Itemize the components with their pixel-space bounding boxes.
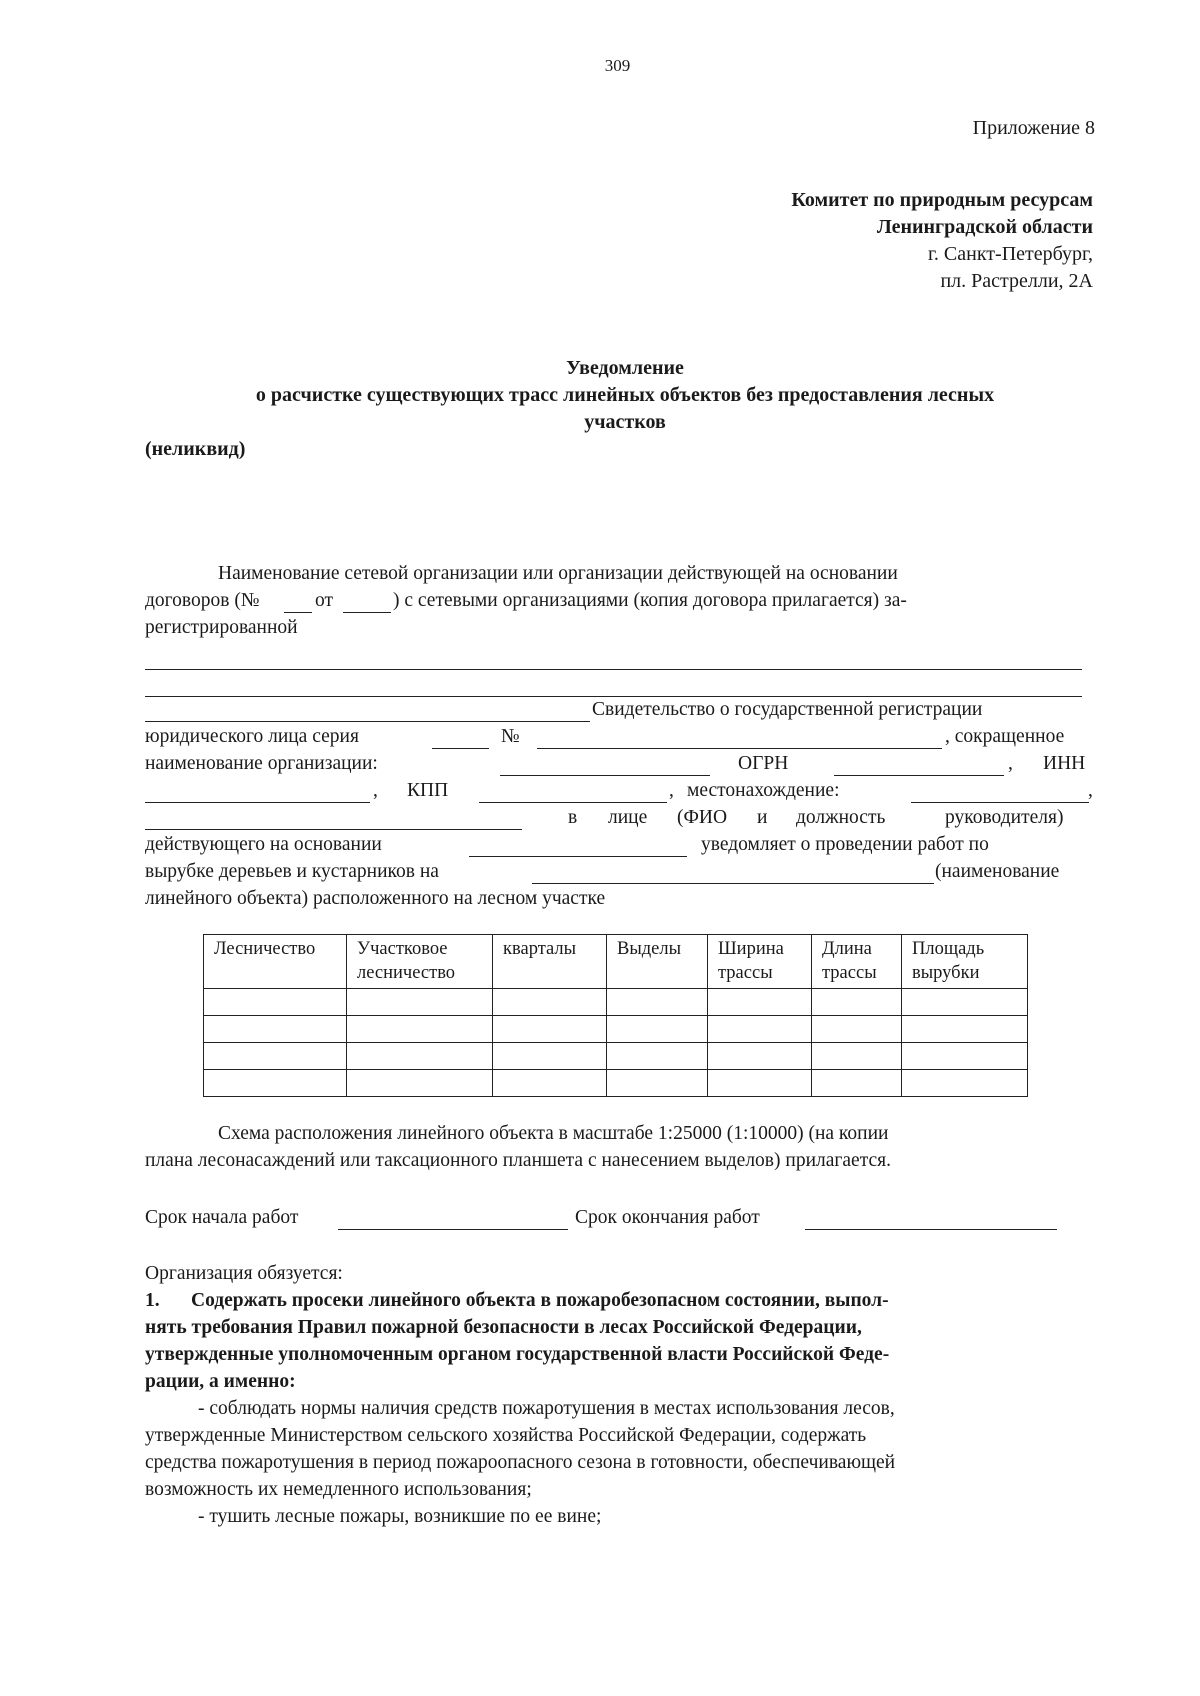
inn-label: ИНН — [1043, 753, 1086, 774]
table-cell[interactable] — [812, 1043, 902, 1070]
short-name-field[interactable] — [500, 755, 710, 776]
table-row — [204, 1016, 1028, 1043]
short-name-label: , сокращенное — [945, 726, 1065, 747]
title-line-2: о расчистке существующих трасс линейных объектов без предоставления лесных — [255, 384, 995, 406]
document-title — [145, 355, 1105, 463]
obligation-1-line-3 — [145, 1344, 1095, 1371]
ogrn-field[interactable] — [834, 755, 1004, 776]
scheme-text-2: плана лесонасаждений или таксационного планшета с нанесением выделов) прилагается. — [145, 1150, 891, 1171]
header-district-forestry: Участковое лесничество — [347, 935, 493, 989]
cert-text: Свидетельство о государственной регистрации — [592, 699, 983, 720]
notifies-label: уведомляет о проведении работ по — [701, 834, 989, 855]
addressee-org-line1: Комитет по природным ресурсам — [791, 189, 1093, 211]
header-route-length: Длина трассы — [812, 935, 902, 989]
kpp-line — [145, 780, 1095, 807]
end-term-label: Срок окончания работ — [575, 1207, 760, 1228]
kpp-comma: , — [669, 780, 674, 801]
obligation-1-text-3: утвержденные уполномоченным органом государственной власти Российской Феде- — [145, 1344, 890, 1365]
obligation-1-line-4 — [145, 1371, 1095, 1398]
org-name-line — [145, 753, 1095, 780]
contract-date-field[interactable] — [343, 592, 391, 613]
table-cell[interactable] — [347, 1016, 493, 1043]
ogrn-comma: , — [1008, 753, 1013, 774]
location-field[interactable] — [911, 782, 1089, 803]
table-cell[interactable] — [812, 989, 902, 1016]
forest-plot-table — [203, 934, 1028, 1097]
table-cell[interactable] — [708, 989, 812, 1016]
appendix-label: Приложение 8 — [972, 117, 1095, 139]
terms-line — [145, 1207, 1095, 1234]
object-text: линейного объекта) расположенного на лесном участке — [145, 888, 606, 909]
table-cell[interactable] — [493, 989, 607, 1016]
scheme-text-1: Схема расположения линейного объекта в масштабе 1:25000 (1:10000) (на копии — [218, 1123, 889, 1144]
header-route-width: Ширина трассы — [708, 935, 812, 989]
bullet-1-text-2: утвержденные Министерством сельского хозяйства Российской Федерации, содержать — [145, 1425, 867, 1446]
obligation-1-text-4: рации, а именно: — [145, 1371, 296, 1392]
table-cell[interactable] — [708, 1043, 812, 1070]
location-field-2[interactable] — [145, 809, 522, 830]
table-cell[interactable] — [347, 1070, 493, 1097]
intro-text-2: ) с сетевыми организациями (копия договора прилагается) за- — [393, 590, 907, 611]
legal-number-label: № — [501, 726, 520, 747]
table-cell[interactable] — [902, 1070, 1028, 1097]
fio-label: (ФИО — [677, 807, 728, 828]
table-cell[interactable] — [493, 1070, 607, 1097]
series-field[interactable] — [432, 728, 489, 749]
table-cell[interactable] — [812, 1016, 902, 1043]
object-name-field[interactable] — [532, 863, 934, 884]
head-label: руководителя) — [945, 807, 1064, 828]
in-label: в — [568, 807, 578, 828]
bullet-1-line-3 — [145, 1452, 1095, 1479]
bullet-2-line — [145, 1506, 1095, 1533]
scheme-line-1 — [145, 1123, 1095, 1150]
table-cell[interactable] — [607, 1043, 708, 1070]
contract-number-field[interactable] — [284, 592, 312, 613]
table-cell[interactable] — [902, 1016, 1028, 1043]
table-cell[interactable] — [204, 1043, 347, 1070]
obligation-1-number: 1. — [145, 1290, 160, 1311]
table-cell[interactable] — [493, 1016, 607, 1043]
table-row — [204, 1070, 1028, 1097]
table-cell[interactable] — [708, 1070, 812, 1097]
obligation-1-text-1: Содержать просеки линейного объекта в пожаробезопасном состоянии, выпол- — [191, 1290, 889, 1311]
obligation-1-text-2: нять требования Правил пожарной безопасности в лесах Российской Федерации, — [145, 1317, 862, 1338]
title-line-1: Уведомление — [566, 357, 684, 379]
intro-contract-label: договоров (№ — [145, 590, 260, 611]
table-cell[interactable] — [347, 1043, 493, 1070]
intro-line-3 — [145, 617, 1095, 644]
intro-line-2 — [145, 590, 1095, 617]
object-line — [145, 888, 1095, 915]
intro-text-1: Наименование сетевой организации или организации действующей на основании — [218, 563, 898, 584]
obligation-1-line-1 — [145, 1290, 1095, 1317]
object-name-label: (наименование — [935, 861, 1060, 882]
scheme-line-2 — [145, 1150, 1095, 1177]
bullet-1-text-1: - соблюдать нормы наличия средств пожаротушения в местах использования лесов, — [198, 1398, 895, 1419]
header-cutting-area: Площадь вырубки — [902, 935, 1028, 989]
table-cell[interactable] — [902, 989, 1028, 1016]
addressee-block — [791, 187, 1093, 295]
intro-text-3: регистрированной — [145, 617, 298, 638]
cutting-label: вырубке деревьев и кустарников на — [145, 861, 439, 882]
person-label: лице — [608, 807, 648, 828]
addressee-street: пл. Растрелли, 2А — [940, 270, 1093, 292]
table-cell[interactable] — [708, 1016, 812, 1043]
org-name-label: наименование организации: — [145, 753, 378, 774]
inn-comma: , — [373, 780, 378, 801]
table-cell[interactable] — [812, 1070, 902, 1097]
table-row — [204, 1043, 1028, 1070]
kpp-label: КПП — [407, 780, 449, 801]
addressee-city: г. Санкт-Петербург, — [927, 243, 1093, 265]
bullet-1-line-1 — [145, 1398, 1095, 1425]
bullet-2-text: - тушить лесные пожары, возникшие по ее вине; — [198, 1506, 602, 1527]
basis-field[interactable] — [469, 836, 687, 857]
table-cell[interactable] — [607, 1016, 708, 1043]
basis-line — [145, 834, 1095, 861]
obligation-1-line-2 — [145, 1317, 1095, 1344]
representative-line — [145, 807, 1095, 834]
position-label: должность — [796, 807, 886, 828]
table-row — [204, 989, 1028, 1016]
start-term-field[interactable] — [338, 1209, 568, 1230]
table-cell[interactable] — [607, 989, 708, 1016]
cert-line — [145, 699, 1095, 726]
title-line-3: участков — [584, 411, 666, 433]
table-header-row — [204, 935, 1028, 989]
legal-series-label: юридического лица серия — [145, 726, 359, 747]
ogrn-label: ОГРН — [738, 753, 789, 774]
org-name-line-2[interactable] — [145, 696, 1082, 697]
obligations-heading-text: Организация обязуется: — [145, 1263, 343, 1284]
basis-label: действующего на основании — [145, 834, 382, 855]
legal-entity-line — [145, 726, 1095, 753]
intro-line-1 — [145, 563, 1095, 590]
cert-number-field[interactable] — [537, 728, 942, 749]
header-forestry: Лесничество — [204, 935, 347, 989]
title-line-4: (неликвид) — [145, 438, 246, 460]
table-cell[interactable] — [493, 1043, 607, 1070]
org-name-line-1[interactable] — [145, 669, 1082, 670]
table-cell[interactable] — [204, 989, 347, 1016]
start-term-label: Срок начала работ — [145, 1207, 299, 1228]
obligations-heading — [145, 1263, 1095, 1290]
header-plots: Выделы — [607, 935, 708, 989]
table-cell[interactable] — [607, 1070, 708, 1097]
cutting-line — [145, 861, 1095, 888]
and-label: и — [757, 807, 768, 828]
end-term-field[interactable] — [805, 1209, 1057, 1230]
table-cell[interactable] — [204, 1016, 347, 1043]
table-cell[interactable] — [204, 1070, 347, 1097]
bullet-1-line-4 — [145, 1479, 1095, 1506]
table-cell[interactable] — [347, 989, 493, 1016]
location-label: местонахождение: — [687, 780, 840, 801]
bullet-1-line-2 — [145, 1425, 1095, 1452]
addressee-org-line2: Ленинградской области — [876, 216, 1093, 238]
org-name-field-3[interactable] — [145, 701, 590, 722]
header-quarters: кварталы — [493, 935, 607, 989]
page-number: 309 — [604, 56, 631, 75]
bullet-1-text-3: средства пожаротушения в период пожароопасного сезона в готовности, обеспечивающей — [145, 1452, 896, 1473]
intro-from-label: от — [315, 590, 334, 611]
location-comma: , — [1088, 780, 1093, 801]
bullet-1-text-4: возможность их немедленного использования; — [145, 1479, 532, 1500]
kpp-field[interactable] — [479, 782, 667, 803]
table-cell[interactable] — [902, 1043, 1028, 1070]
inn-field[interactable] — [145, 782, 370, 803]
